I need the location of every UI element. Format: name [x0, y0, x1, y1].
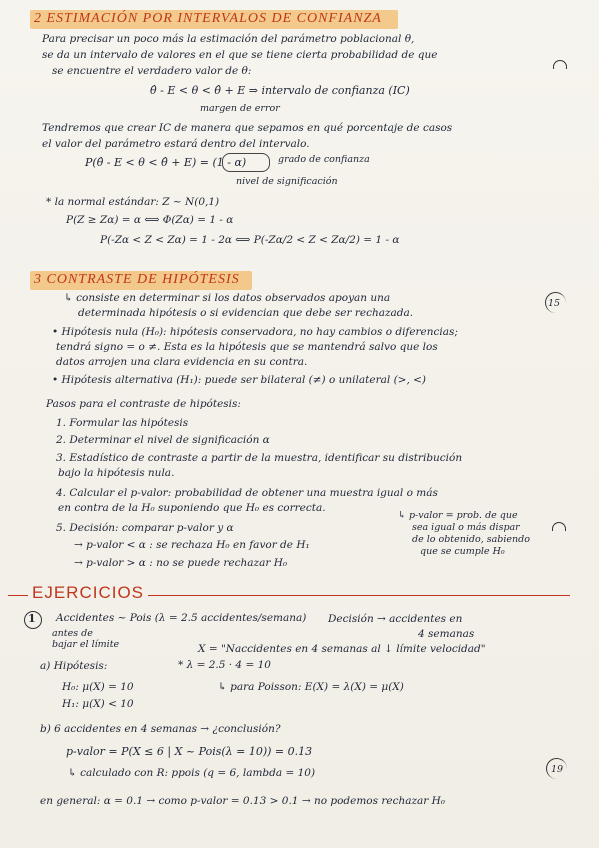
paso-1: 1. Formular las hipótesis: [56, 417, 189, 429]
exercise-number: 1: [28, 612, 36, 625]
punch-hole: [553, 60, 567, 69]
ej1-antes: antes de: [52, 628, 93, 639]
margen-error-note: margen de error: [200, 103, 280, 114]
ej1-h1: H₁: μ(X) < 10: [62, 698, 134, 710]
section3-title: 3 CONTRASTE DE HIPÓTESIS: [34, 272, 240, 287]
h0-line1: • Hipótesis nula (H₀): hipótesis conservadora, no hay cambios o diferencias;: [52, 326, 458, 338]
pvalor-note-2: sea igual o más dispar: [412, 522, 520, 533]
decision-1: → p-valor < α : se rechaza H₀ en favor de H₁: [74, 539, 310, 551]
s2-line4: Tendremos que crear IC de manera que sepamos en qué porcentaje de casos: [42, 122, 453, 134]
page-mark-19: 19: [551, 764, 564, 775]
s3-line2: determinada hipótesis o si evidencian que debe ser rechazada.: [78, 307, 414, 319]
ej1-a: a) Hipótesis:: [40, 660, 108, 672]
paso-4a: 4. Calcular el p-valor: probabilidad de obtener una muestra igual o más: [56, 487, 438, 499]
s3-line1: ↳ consiste en determinar si los datos observados apoyan una: [64, 292, 391, 304]
h1-line: • Hipótesis alternativa (H₁): puede ser bilateral (≠) o unilateral (>, <): [52, 374, 427, 386]
grado-confianza-note: grado de confianza: [278, 154, 370, 165]
s2-line5: el valor del parámetro estará dentro del intervalo.: [42, 138, 310, 150]
paso-2: 2. Determinar el nivel de significación α: [56, 434, 270, 446]
ej1-b: b) 6 accidentes en 4 semanas → ¿conclusión?: [40, 723, 281, 735]
decision-2: → p-valor > α : no se puede rechazar H₀: [74, 557, 288, 569]
section2-title: 2 ESTIMACIÓN POR INTERVALOS DE CONFIANZA: [34, 11, 382, 26]
paso-4b: en contra de la H₀ suponiendo que H₀ es correcta.: [58, 502, 326, 514]
ej1-xdef: X = "Naccidentes en 4 semanas al ↓ límite velocidad": [198, 643, 486, 655]
ej1-pvalor: p-valor = P(X ≤ 6 | X ~ Pois(λ = 10)) = 0.13: [66, 745, 313, 758]
page-mark-15: 15: [548, 298, 561, 309]
ej1-lambda: * λ = 2.5 · 4 = 10: [178, 659, 271, 671]
ej1-poisson: ↳ para Poisson: E(X) = λ(X) = μ(X): [218, 681, 404, 693]
pvalor-note-1: ↳ p-valor = prob. de que: [398, 510, 518, 521]
prob-formula: P(θ̂ - E < θ < θ̂ + E) = (1 - α): [85, 156, 247, 169]
pasos-heading: Pasos para el contraste de hipótesis:: [46, 398, 241, 410]
s2-line2: se da un intervalo de valores en el que se tiene cierta probabilidad de que: [42, 49, 438, 61]
heading-rule-right: [148, 595, 570, 596]
heading-rule-left: [8, 595, 28, 596]
paso-3b: bajo la hipótesis nula.: [58, 467, 175, 479]
punch-hole: [552, 522, 566, 531]
ej1-h0: H₀: μ(X) = 10: [62, 681, 134, 693]
ej1-calc: ↳ calculado con R: ppois (q = 6, lambda = 10): [68, 767, 316, 779]
pvalor-note-3: de lo obtenido, sabiendo: [412, 534, 530, 545]
punch-hole: [545, 292, 566, 313]
paso-3a: 3. Estadístico de contraste a partir de la muestra, identificar su distribución: [56, 452, 463, 464]
punch-hole: [546, 758, 567, 779]
ejercicios-title: EJERCICIOS: [32, 583, 145, 602]
h0-line3: datos arrojen una clara evidencia en su contra.: [56, 356, 308, 368]
pvalor-note-4: que se cumple H₀: [420, 546, 505, 557]
normal-eq1: P(Z ≥ Zα) = α ⟺ Φ(Zα) = 1 - α: [66, 214, 234, 226]
s2-line1: Para precisar un poco más la estimación del parámetro poblacional θ,: [42, 33, 415, 45]
ej1-decision: Decisión → accidentes en: [328, 613, 463, 625]
paso-5: 5. Decisión: comparar p-valor y α: [56, 522, 234, 534]
h0-line2: tendrá signo = o ≠. Esta es la hipótesis que se mantendrá salvo que los: [56, 341, 438, 353]
ej1-general: en general: α = 0.1 → como p-valor = 0.13 > 0.1 → no podemos rechazar H₀: [40, 795, 446, 807]
ej1-bajar: bajar el límite: [52, 639, 120, 650]
alpha-circle: [222, 153, 270, 172]
normal-std: * la normal estándar: Z ~ N(0,1): [46, 196, 220, 208]
ic-formula: θ̂ - E < θ < θ̂ + E ⇒ intervalo de confianza (IC): [150, 84, 410, 97]
ej1-decision-2: 4 semanas: [418, 628, 475, 640]
normal-eq2: P(-Zα < Z < Zα) = 1 - 2α ⟺ P(-Zα/2 < Z < Zα/2) = 1 - α: [100, 234, 400, 246]
s2-line3: se encuentre el verdadero valor de θ:: [52, 65, 252, 77]
ej1-accidentes: Accidentes ~ Pois (λ = 2.5 accidentes/semana): [56, 612, 307, 624]
nivel-significacion-note: nivel de significación: [236, 176, 338, 187]
